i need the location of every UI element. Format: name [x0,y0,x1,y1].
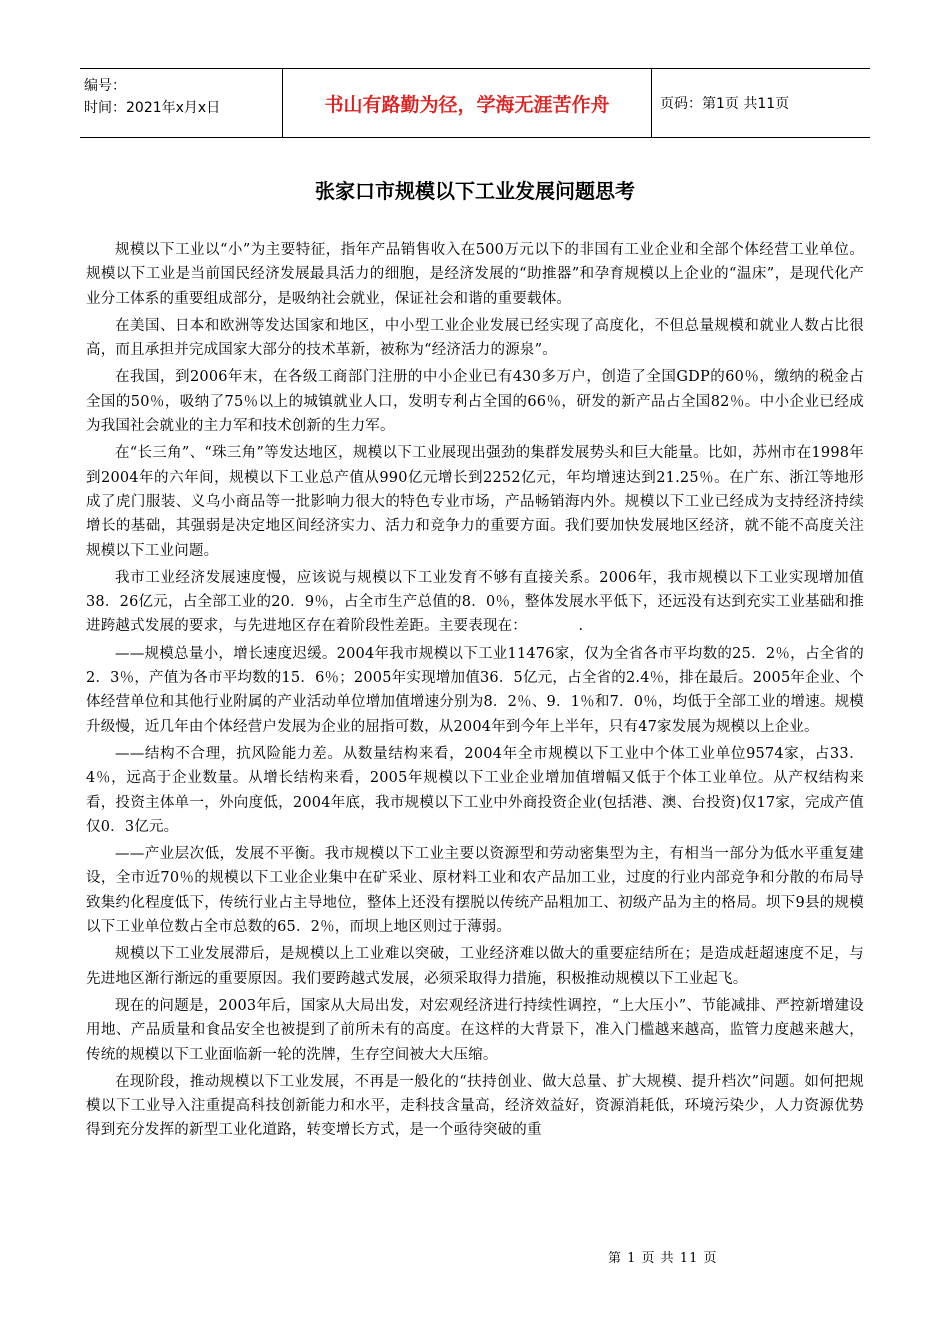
body-paragraph: 现在的问题是，2003年后，国家从大局出发，对宏观经济进行持续性调控，“上大压小”、节能减排、严控新增建设用地、产品质量和食品安全也被提到了前所未有的高度。在这样的大背景下，准入门槛越来越高，监管力度越来越大，传统的规模以下工业面临新一轮的洗牌，生存空间被大大压缩。 [86,997,864,1063]
document-number-label: 编号： [84,78,126,94]
header-motto: 书山有路勤为径，学海无涯苦作舟 [282,69,652,137]
body-paragraph: 在“长三角”、“珠三角”等发达地区，规模以下工业展现出强劲的集群发展势头和巨大能量。比如，苏州市在1998年到2004年的六年间，规模以下工业总产值从990亿元增长到2252亿元，年均增速达到21.25％。在广东、浙江等地形成了虎门服装、义乌小商品等一批影响力很大的特色专业市场，产品畅销海内外。规模以下工业已经成为支持经济持续增长的基础，其强弱是决定地区间经济实力、活力和竞争力的重要方面。我们要加快发展地区经济，就不能不高度关注规模以下工业问题。 [86,445,864,559]
body-paragraph: 规模以下工业以“小”为主要特征，指年产品销售收入在500万元以下的非国有工业企业和全部个体经营工业单位。规模以下工业是当前国民经济发展最具活力的细胞，是经济发展的“助推器”和孕育规模以上企业的“温床”，是现代化产业分工体系的重要组成部分，是吸纳社会就业，保证社会和谐的重要载体。 [86,242,864,307]
body-paragraph: 在美国、日本和欧洲等发达国家和地区，中小型工业企业发展已经实现了高度化，不但总量规模和就业人数占比很高，而且承担并完成国家大部分的技术革新，被称为“经济活力的源泉”。 [86,317,864,359]
header-meta [84,75,276,119]
body-paragraph: ——产业层次低，发展不平衡。我市规模以下工业主要以资源型和劳动密集型为主，有相当一部分为低水平重复建设，全市近70％的规模以下工业企业集中在矿采业、原材料工业和农产品加工业，过度的行业内部竞争和分散的布局导致集约化程度低下，传统行业占主导地位，整体上还没有摆脱以传统产品粗加工、初级产品为主的格局。坝下9县的规模以下工业单位数占全市总数的65．2％，而坝上地区则过于薄弱。 [86,846,864,936]
body-paragraph: 在我国，到2006年末，在各级工商部门注册的中小企业已有430多万户，创造了全国GDP的60％，缴纳的税金占全国的50％，吸纳了75％以上的城镇就业人口，发明专利占全国的66％，研发的新产品占全国82％。中小企业已经成为我国社会就业的主力军和技术创新的生力军。 [86,369,864,435]
body-paragraph: 我市工业经济发展速度慢，应该说与规模以下工业发育不够有直接关系。2006年，我市规模以下工业实现增加值38．26亿元，占全部工业的20．9％，占全市生产总值的8．0％，整体发展水平低下，还远没有达到充实工业基础和推进跨越式发展的要求，与先进地区存在着阶段性差距。主要表现在： . [86,569,864,635]
body-paragraph: 规模以下工业发展滞后，是规模以上工业难以突破，工业经济难以做大的重要症结所在；是造成赶超速度不足，与先进地区渐行渐远的重要原因。我们要跨越式发展，必须采取得力措施，积极推动规模以下工业起飞。 [86,946,864,987]
body-paragraph: ——规模总量小，增长速度迟缓。2004年我市规模以下工业11476家，仅为全省各市平均数的25．2％，占全省的2．3％，产值为各市平均数的15．6％；2005年实现增加值36．5亿元，占全省的2.4％，排在最后。2005年企业、个体经营单位和其他行业附属的产业活动单位增加值增速分别为8．2％、9．1％和7．0％，均低于全部工业的增速。规模升级慢，近几年由个体经营户发展为企业的屈指可数，从2004年到今年上半年，只有47家发展为规模以上企业。 [86,645,864,735]
page-header [80,68,870,138]
document-body [86,238,864,1146]
page-footer: 第 1 页 共 11 页 [608,1251,718,1266]
document-title: 张家口市规模以下工业发展问题思考 [315,179,635,203]
header-page-info: 页码：第1页 共11页 [660,96,790,112]
body-paragraph: 在现阶段，推动规模以下工业发展，不再是一般化的“扶持创业、做大总量、扩大规模、提升档次”问题。如何把规模以下工业导入注重提高科技创新能力和水平，走科技含量高，经济效益好，资源消耗低，环境污染少，人力资源优势得到充分发挥的新型工业化道路，转变增长方式，是一个亟待突破的重 [86,1073,864,1139]
body-paragraph: ——结构不合理，抗风险能力差。从数量结构来看，2004年全市规模以下工业中个体工业单位9574家，占33．4％，远高于企业数量。从增长结构来看，2005年规模以下工业企业增加值增幅又低于个体工业单位。从产权结构来看，投资主体单一，外向度低，2004年底，我市规模以下工业中外商投资企业(包括港、澳、台投资)仅17家，完成产值仅0．3亿元。 [86,745,864,835]
document-date: 时间：2021年x月x日 [84,100,221,116]
